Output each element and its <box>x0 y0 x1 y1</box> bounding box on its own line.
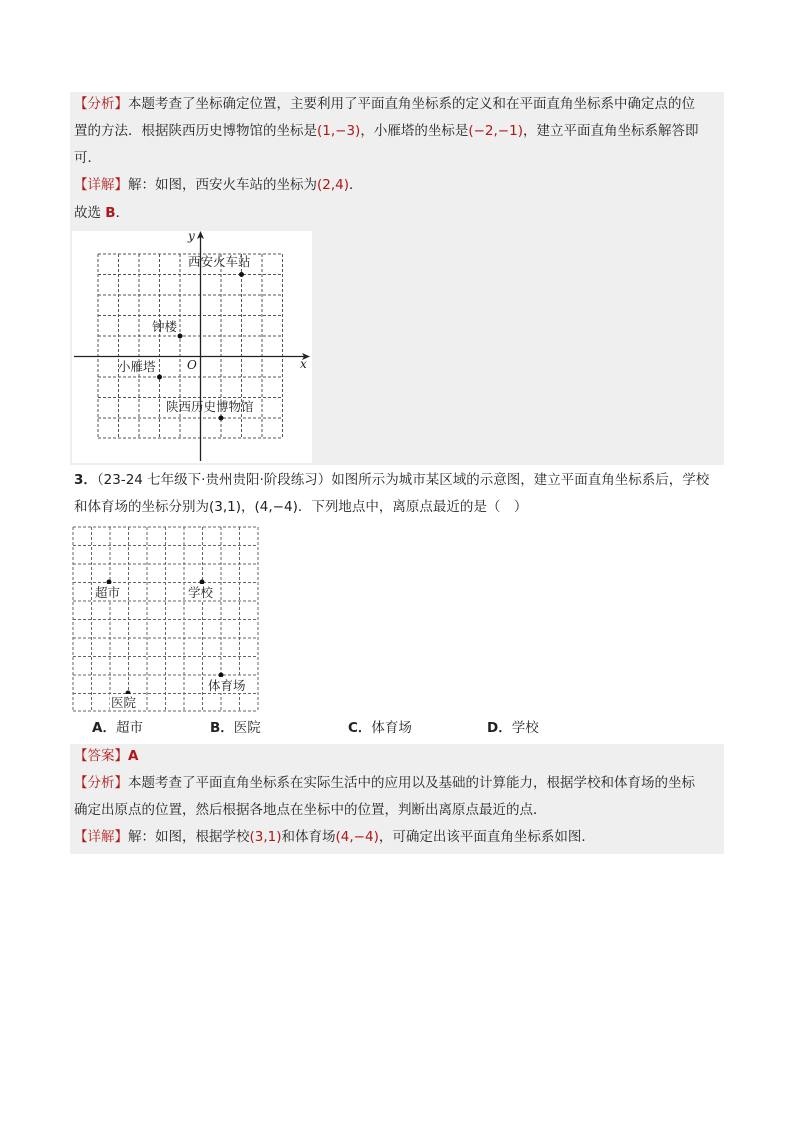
figure-2-city-grid <box>72 526 260 712</box>
question-3-line-2: 和体育场的坐标分别为(3,1)，(4,−4)．下列地点中，离原点最近的是（ ） <box>74 499 528 515</box>
point-supermarket <box>107 580 112 585</box>
answer-line <box>74 746 138 766</box>
answer-tag: 【答案】 <box>74 748 128 764</box>
answer-value: A <box>128 748 139 764</box>
point-stadium <box>219 673 224 678</box>
coord-station: (2,4) <box>317 177 350 193</box>
analysis2-line-2: 确定出原点的位置，然后根据各地点在坐标中的位置，判断出离原点最近的点． <box>74 802 547 818</box>
label-school: 学校 <box>188 585 214 600</box>
detail2-line: 【详解】解：如图，根据学校(3,1)和体育场(4,−4)，可确定出该平面直角坐标系如图． <box>74 829 595 845</box>
analysis-line-1: 【分析】本题考查了坐标确定位置，主要利用了平面直角坐标系的定义和在平面直角坐标系中确定点的位 <box>74 96 695 112</box>
point-station <box>239 272 244 277</box>
point-school <box>200 580 205 585</box>
analysis2-line-1: 【分析】本题考查了平面直角坐标系在实际生活中的应用以及基础的计算能力，根据学校和体育场的坐标 <box>74 775 695 791</box>
label-hospital: 医院 <box>111 695 137 710</box>
label-bell: 钟楼 <box>152 319 178 334</box>
analysis-tag: 【分析】 <box>74 96 128 112</box>
option-a[interactable]: A．超市 <box>92 720 143 736</box>
x-axis-label: x <box>300 357 307 371</box>
coord-museum: (1,−3) <box>317 123 361 139</box>
coord-pagoda: (−2,−1) <box>468 123 523 139</box>
detail2-tag: 【详解】 <box>74 829 128 845</box>
figure-1-coordinate-grid <box>72 231 312 463</box>
option-d[interactable]: D．学校 <box>487 720 539 736</box>
analysis-line-2: 置的方法．根据陕西历史博物馆的坐标是(1,−3)，小雁塔的坐标是(−2,−1)，建立平面直角坐标系解答即 <box>74 123 699 139</box>
y-axis-label: y <box>188 231 195 243</box>
question-3-line-1: 3．（23-24 七年级下·贵州贵阳·阶段练习）如图所示为城市某区域的示意图，建立平面直角坐标系后，学校 <box>74 472 710 488</box>
point-bell <box>178 334 183 339</box>
label-supermarket: 超市 <box>95 585 121 600</box>
label-stadium: 体育场 <box>208 678 246 693</box>
detail-tag: 【详解】 <box>74 177 128 193</box>
label-station: 西安火车站 <box>188 254 251 269</box>
option-b[interactable]: B．医院 <box>210 720 261 736</box>
point-museum <box>219 416 224 421</box>
question-number: 3． <box>74 472 97 488</box>
question-source: （23-24 七年级下·贵州贵阳·阶段练习） <box>96 472 332 488</box>
label-museum: 陕西历史博物馆 <box>166 399 254 414</box>
origin-label: O <box>187 358 197 372</box>
choice-line: 故选 B． <box>74 205 130 221</box>
point-pagoda <box>157 375 162 380</box>
analysis-line-3: 可． <box>74 150 101 166</box>
detail-line: 【详解】解：如图，西安火车站的坐标为(2,4)． <box>74 177 363 193</box>
option-c[interactable]: C．体育场 <box>348 720 412 736</box>
label-pagoda: 小雁塔 <box>118 359 156 374</box>
analysis2-tag: 【分析】 <box>74 775 128 791</box>
